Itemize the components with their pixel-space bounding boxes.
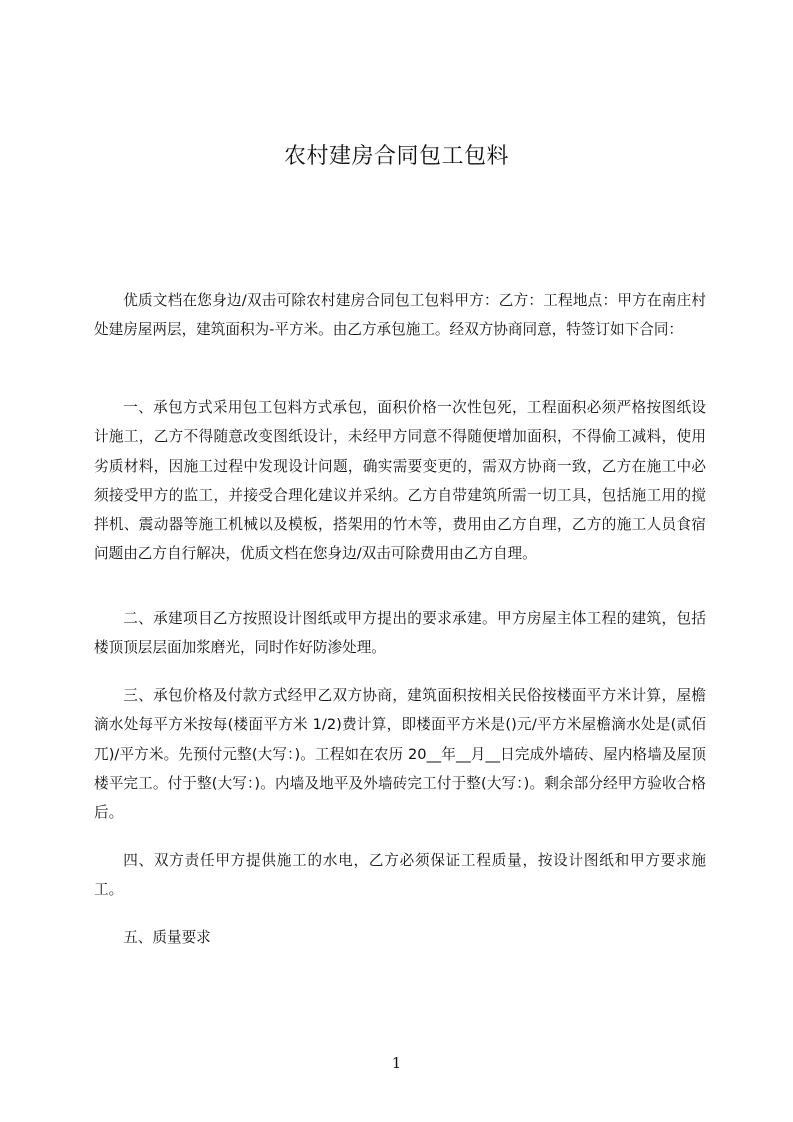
paragraph-intro: 优质文档在您身边/双击可除农村建房合同包工包料甲方：乙方：工程地点：甲方在南庄村处建房屋两层，建筑面积为-平方米。由乙方承包施工。经双方协商同意，特签订如下合同： [94, 292, 706, 339]
paragraph-clause-5-heading: 五、质量要求 [123, 929, 211, 946]
page-number: 1 [391, 1054, 402, 1072]
paragraph-clause-4: 四、双方责任甲方提供施工的水电，乙方必须保证工程质量，按设计图纸和甲方要求施工。 [94, 852, 706, 899]
document-title: 农村建房合同包工包料 [283, 144, 509, 169]
paragraph-clause-2: 二、承建项目乙方按照设计图纸或甲方提出的要求承建。甲方房屋主体工程的建筑，包括楼顶顶层层面加浆磨光，同时作好防渗处理。 [94, 610, 706, 657]
paragraph-clause-3: 三、承包价格及付款方式经甲乙双方协商，建筑面积按相关民俗按楼面平方米计算，屋檐滴水处每平方米按每(楼面平方米 1/2)费计算，即楼面平方米是()元/平方米屋檐滴水处是(贰佰兀)/平方米。先预付元整(大写：)。工程如在农历 20__年__月__日完成外墙砖、屋内格墙及屋顶楼平完工。付于整(大写：)。内墙及地平及外墙砖完工付于整(大写：)。剩余部分经甲方验收合格后。 [94, 687, 706, 822]
paragraph-clause-1: 一、承包方式采用包工包料方式承包，面积价格一次性包死，工程面积必须严格按图纸设计施工，乙方不得随意改变图纸设计，未经甲方同意不得随便增加面积，不得偷工减料，使用劣质材料，因施工过程中发现设计问题，确实需要变更的，需双方协商一致，乙方在施工中必须接受甲方的监工，并接受合理化建议并采纳。乙方自带建筑所需一切工具，包括施工用的搅拌机、震动器等施工机械以及模板，搭架用的竹木等，费用由乙方自理，乙方的施工人员食宿问题由乙方自行解决，优质文档在您身边/双击可除费用由乙方自理。 [94, 399, 706, 563]
